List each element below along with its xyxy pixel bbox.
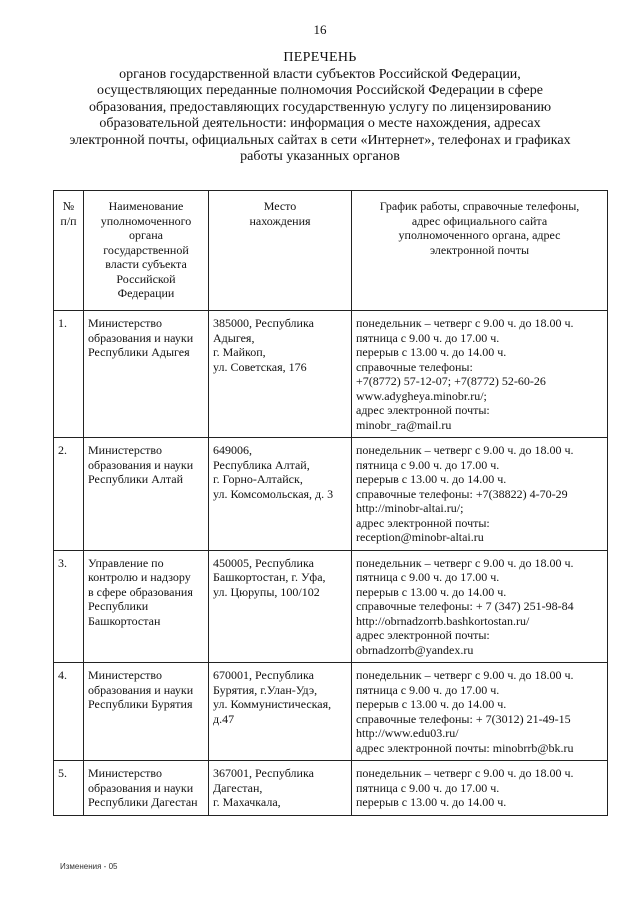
- heading-line: органов государственной власти субъектов Российской Федерации,: [119, 66, 521, 82]
- table-row: [54, 761, 608, 816]
- heading-line: работы указанных органов: [240, 149, 400, 164]
- header-schedule: График работы, справочные телефоны, адрес официального сайта уполномоченного органа, адрес электронной почты: [352, 191, 608, 311]
- authority-name: Министерство образования и науки Республики Алтай: [84, 438, 209, 551]
- page-number: 16: [313, 22, 327, 37]
- authority-name: Министерство образования и науки Республики Адыгея: [84, 311, 209, 438]
- website-link: http://minobr-altai.ru/;: [356, 501, 464, 515]
- row-number: 2.: [54, 438, 84, 551]
- website-link: http://www.edu03.ru/: [356, 726, 459, 740]
- authority-location: 649006, Республика Алтай, г. Горно-Алтайск, ул. Комсомольская, д. 3: [209, 438, 352, 551]
- email-address: адрес электронной почты: minobrrb@bk.ru: [356, 740, 574, 755]
- authority-schedule: понедельник – четверг с 9.00 ч. до 18.00 ч. пятница с 9.00 ч. до 17.00 ч. перерыв с 13.00 ч. до 14.00 ч. справочные телефоны: +7(38822) 4-70-29 http://minobr-altai.ru/; адрес электронной почты: reception@minobr-altai.ru: [352, 438, 608, 551]
- authorities-table: [53, 190, 608, 816]
- table-row: [54, 663, 608, 761]
- authority-location: 367001, Республика Дагестан, г. Махачкала,: [209, 761, 352, 816]
- row-number: 5.: [54, 761, 84, 816]
- authority-name: Министерство образования и науки Республики Дагестан: [84, 761, 209, 816]
- authority-location: 385000, Республика Адыгея, г. Майкоп, ул. Советская, 176: [209, 311, 352, 438]
- authority-location: 450005, Республика Башкортостан, г. Уфа, ул. Цюрупы, 100/102: [209, 550, 352, 663]
- document-heading: [40, 50, 600, 166]
- row-number: 4.: [54, 663, 84, 761]
- header-name: Наименование уполномоченного органа государственной власти субъекта Российской Федерации: [84, 191, 209, 311]
- footer-note: Изменения - 05: [60, 862, 118, 871]
- email-address: reception@minobr-altai.ru: [356, 530, 484, 544]
- authority-schedule: понедельник – четверг с 9.00 ч. до 18.00 ч. пятница с 9.00 ч. до 17.00 ч. перерыв с 13.00 ч. до 14.00 ч. справочные телефоны: +7(8772) 57-12-07; +7(8772) 52-60-26 www.adygheya.minobr.ru/; адрес электронной почты: minobr_ra@mail.ru: [352, 311, 608, 438]
- table-row: [54, 550, 608, 663]
- heading-line: образования, предоставляющих государственную услугу по лицензированию: [88, 99, 552, 115]
- authority-name: Управление по контролю и надзору в сфере образования Республики Башкортостан: [84, 550, 209, 663]
- authority-schedule: понедельник – четверг с 9.00 ч. до 18.00 ч. пятница с 9.00 ч. до 17.00 ч. перерыв с 13.00 ч. до 14.00 ч. справочные телефоны: + 7(3012) 21-49-15 http://www.edu03.ru/ адрес электронной почты: minobrrb@bk.ru: [352, 663, 608, 761]
- table-row: [54, 438, 608, 551]
- header-num: № п/п: [54, 191, 84, 311]
- authority-schedule: понедельник – четверг с 9.00 ч. до 18.00 ч. пятница с 9.00 ч. до 17.00 ч. перерыв с 13.00 ч. до 14.00 ч. справочные телефоны: + 7 (347) 251-98-84 http://obrnadzorrb.bashkortostan.ru/ адрес электронной почты: obrnadzorrb@yandex.ru: [352, 550, 608, 663]
- table-header-row: [54, 191, 608, 311]
- website-link: www.adygheya.minobr.ru/;: [356, 388, 487, 403]
- authority-schedule: понедельник – четверг с 9.00 ч. до 18.00 ч. пятница с 9.00 ч. до 17.00 ч. перерыв с 13.00 ч. до 14.00 ч.: [352, 761, 608, 816]
- heading-line: электронной почты, официальных сайтах в сети «Интернет», телефонах и графиках: [69, 132, 571, 148]
- heading-line: образовательной деятельности: информация о месте нахождения, адресах: [99, 116, 541, 131]
- header-location: Место нахождения: [209, 191, 352, 311]
- row-number: 3.: [54, 550, 84, 663]
- email-address: minobr_ra@mail.ru: [356, 417, 452, 432]
- table-row: [54, 311, 608, 438]
- authority-location: 670001, Республика Бурятия, г.Улан-Удэ, ул. Коммунистическая, д.47: [209, 663, 352, 761]
- heading-line: осуществляющих переданные полномочия Российской Федерации в сфере: [97, 83, 543, 98]
- website-link: http://obrnadzorrb.bashkortostan.ru/: [356, 613, 530, 628]
- document-title: ПЕРЕЧЕНЬ: [283, 50, 357, 65]
- email-address: obrnadzorrb@yandex.ru: [356, 642, 474, 657]
- row-number: 1.: [54, 311, 84, 438]
- authority-name: Министерство образования и науки Республики Бурятия: [84, 663, 209, 761]
